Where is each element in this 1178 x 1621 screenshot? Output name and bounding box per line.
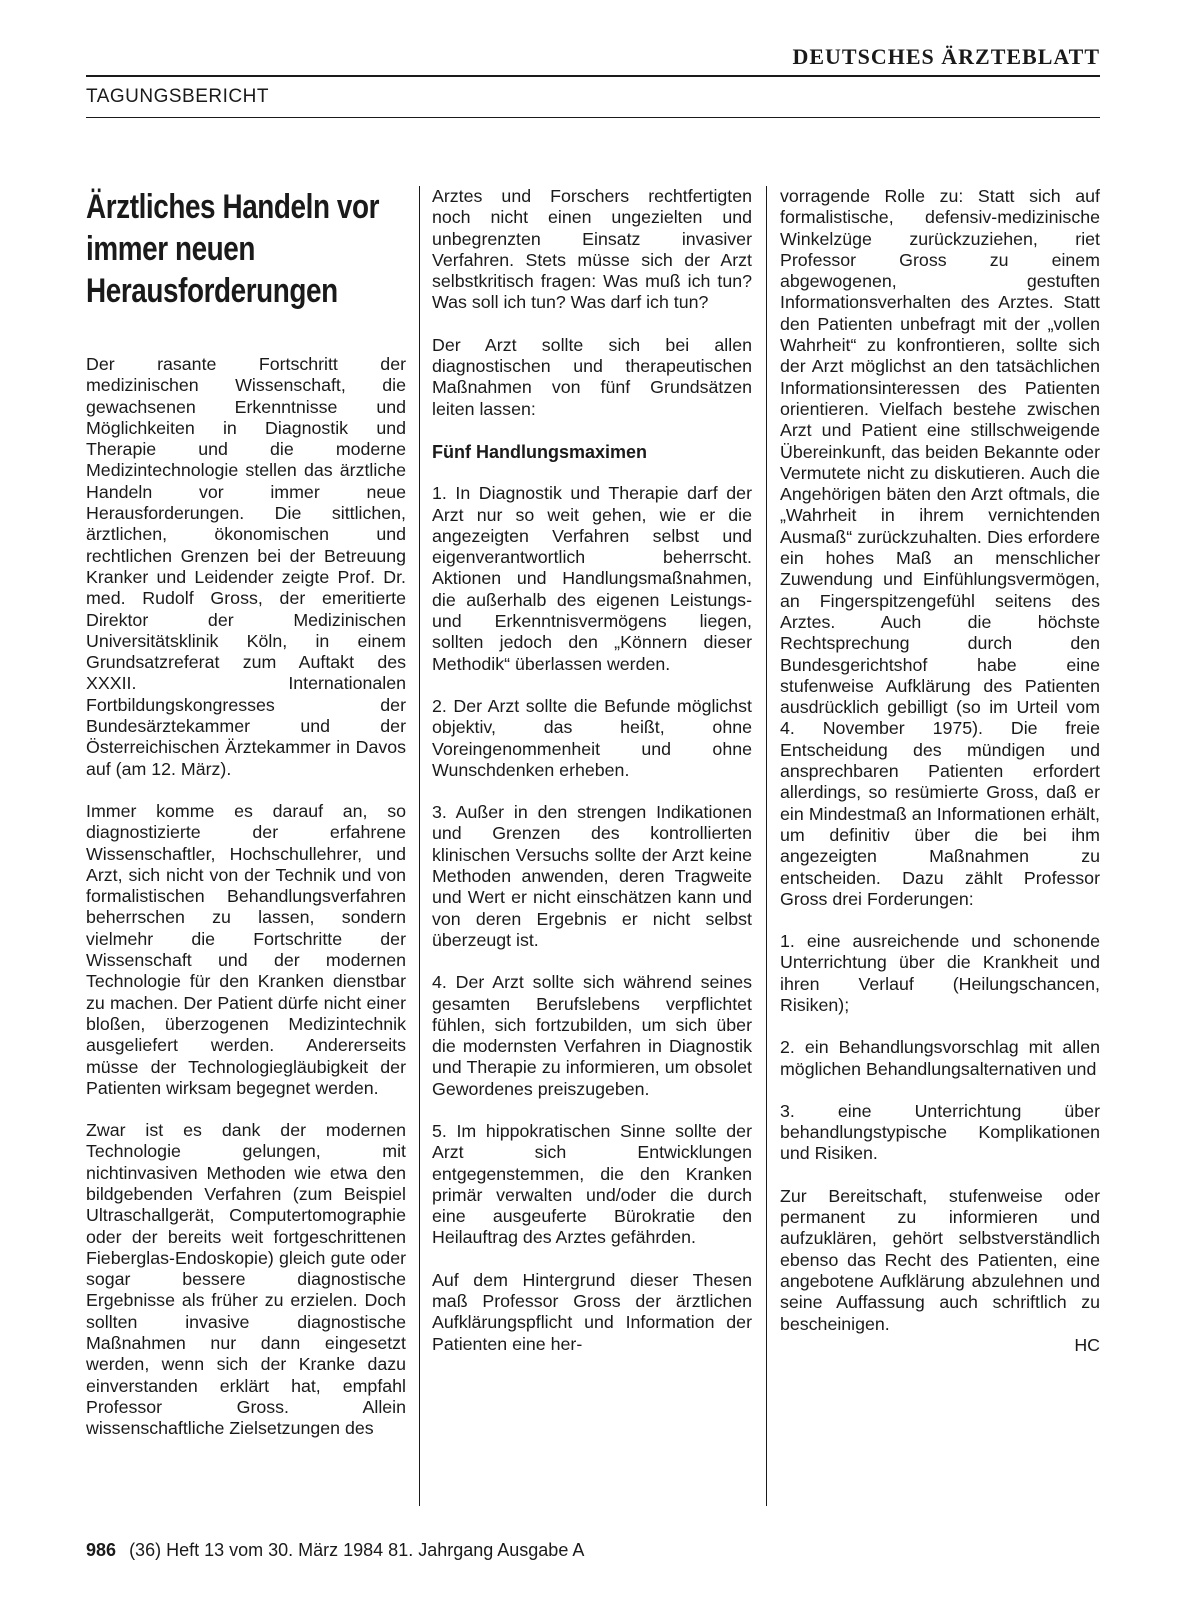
maxim-item: 5. Im hippokratischen Sinne sollte der Arzt sich Entwicklungen entgegenstemmen, die den Kranken primär verwalten und/oder die durch eine ausgeuferte Bürokratie den Heilauftrag des Arztes gefährden. <box>432 1120 752 1248</box>
paragraph: Zwar ist es dank der modernen Technologie gelungen, mit nichtinvasiven Methoden wie etwa den bildgebenden Verfahren (zum Beispiel Ultraschallgerät, Computertomographie oder der bereits weit fortgeschrittenen Fieberglas-Endoskopie) gleich gute oder sogar bessere diagnostische Ergebnisse als früher zu erzielen. Doch sollten invasive diagnostische Maßnahmen nur dann eingesetzt werden, wenn sich der Kranke dazu einverstanden erklärt hat, empfahl Professor Gross. Allein wissenschaftliche Zielsetzungen des <box>86 1120 406 1439</box>
masthead-rule <box>86 75 1100 77</box>
maxim-item: 1. In Diagnostik und Therapie darf der Arzt nur so weit gehen, wie er die angezeigten Verfahren selbst und eigenverantwortlich beherrscht. Aktionen und Handlungsmaßnahmen, die außerhalb des eigenen Leistungs- und Erkenntnisvermögens liegen, sollten jedoch den „Könnern dieser Methodik“ überlassen werden. <box>432 483 752 674</box>
paragraph: Arztes und Forschers rechtfertigten noch nicht einen ungezielten und unbegrenzten Einsatz invasiver Verfahren. Stets müsse sich der Arzt selbstkritisch fragen: Was muß ich tun? Was soll ich tun? Was darf ich tun? <box>432 186 752 313</box>
column-3 <box>780 186 1100 1356</box>
paragraph: Der rasante Fortschritt der medizinischen Wissenschaft, die gewachsenen Erkenntnisse und Möglichkeiten in Diagnostik und Therapie und die moderne Medizintechnologie stellen das ärztliche Handeln vor immer neue Herausforderungen. Die sittlichen, ärztlichen, ökonomischen und rechtlichen Grenzen bei der Betreuung Kranker und Leidender zeigte Prof. Dr. med. Rudolf Gross, der emeritierte Direktor der Medizinischen Universitätsklinik Köln, in einem Grundsatzreferat zum Auftakt des XXXII. Internationalen Fortbildungskongresses der Bundesärztekammer und der Österreichischen Ärztekammer in Davos auf (am 12. März). <box>86 354 406 779</box>
requirement-item: 3. eine Unterrichtung über behandlungstypische Komplikationen und Risiken. <box>780 1100 1100 1164</box>
column-2 <box>432 186 752 1376</box>
maxim-item: 2. Der Arzt sollte die Befunde möglichst objektiv, das heißt, ohne Voreingenommenheit und ohne Wunschdenken erheben. <box>432 695 752 780</box>
section-rule <box>86 117 1100 118</box>
page-footer <box>86 1540 584 1561</box>
masthead: DEUTSCHES ÄRZTEBLATT <box>792 44 1100 69</box>
author-signature: HC <box>1074 1334 1100 1355</box>
paragraph: vorragende Rolle zu: Statt sich auf formalistische, defensiv-medizinische Winkelzüge zurückzuziehen, riet Professor Gross zu einem abgewogenen, gestuften Informationsverhalten des Arztes. Statt den Patienten unbefragt mit der „vollen Wahrheit“ zu konfrontieren, sollte sich der Arzt möglichst an den tatsächlichen Informationsinteressen des Patienten orientieren. Vielfach bestehe zwischen Arzt und Patient eine stillschweigende Übereinkunft, das beiden Bekannte oder Vermutete nicht zu diskutieren. Auch die Angehörigen bäten den Arzt oftmals, die „Wahrheit in ihrem vernichtenden Ausmaß“ zurückzuhalten. Dies erfordere ein hohes Maß an menschlicher Zuwendung und Einfühlungsvermögen, an Fingerspitzengefühl seitens des Arztes. Auch die höchste Rechtsprechung durch den Bundesgerichtshof habe eine stufenweise Aufklärung des Patienten ausdrücklich gebilligt (so im Urteil vom 4. November 1975). Die freie Entscheidung des mündigen und ansprechbaren Patienten erfordert allerdings, so resümierte Gross, daß er ein Mindestmaß an Informationen erhält, um definitiv über die bei ihm angezeigten Maßnahmen zu entscheiden. Dazu zählt Professor Gross drei Forderungen: <box>780 186 1100 909</box>
maxim-item: 4. Der Arzt sollte sich während seines gesamten Berufslebens verpflichtet fühlen, sich fortzubilden, um sich über die modernsten Verfahren in Diagnostik und Therapie zu informieren, um obsolet Gewordenes preiszugeben. <box>432 972 752 1099</box>
page-number: 986 <box>86 1540 117 1560</box>
subheading: Fünf Handlungsmaximen <box>432 441 648 462</box>
paragraph: Zur Bereitschaft, stufenweise oder permanent zu informieren und aufzuklären, gehört selbstverständlich ebenso das Recht des Patienten, eine angebotene Aufklärung abzulehnen und seine Auffassung auch schriftlich zu bescheinigen. <box>780 1185 1100 1334</box>
requirement-item: 1. eine ausreichende und schonende Unterrichtung über die Krankheit und ihren Verlauf (Heilungschancen, Risiken); <box>780 931 1100 1015</box>
article-title: Ärztliches Handeln vor immer neuen Herausforderungen <box>86 188 380 310</box>
signature-line <box>780 1335 1100 1356</box>
paragraph: Auf dem Hintergrund dieser Thesen maß Professor Gross der ärztlichen Aufklärungspflicht und Information der Patienten eine her- <box>432 1269 752 1354</box>
section-label: TAGUNGSBERICHT <box>86 86 269 107</box>
requirement-item: 2. ein Behandlungsvorschlag mit allen möglichen Behandlungsalternativen und <box>780 1037 1100 1079</box>
column-divider <box>766 186 767 1506</box>
maxim-item: 3. Außer in den strengen Indikationen und Grenzen des kontrollierten klinischen Versuchs sollte der Arzt keine Methoden anwenden, deren Tragweite und Wert er nicht einschätzen kann und von deren Ergebnis er nicht selbst überzeugt ist. <box>432 802 752 950</box>
column-1 <box>86 186 406 1461</box>
column-divider <box>419 186 420 1506</box>
paragraph: Der Arzt sollte sich bei allen diagnostischen und therapeutischen Maßnahmen von fünf Grundsätzen leiten lassen: <box>432 334 752 419</box>
issue-info: (36) Heft 13 vom 30. März 1984 81. Jahrgang Ausgabe A <box>129 1540 585 1560</box>
paragraph: Immer komme es darauf an, so diagnostizierte der erfahrene Wissenschaftler, Hochschullehrer, und Arzt, sich nicht von der Technik und von formalistischen Behandlungsverfahren beherrschen zu lassen, sondern vielmehr die Fortschritte der Wissenschaft und der modernen Technologie für den Kranken dienstbar zu machen. Der Patient dürfe nicht einer bloßen, überzogenen Medizintechnik ausgeliefert werden. Andererseits müsse der Technologiegläubigkeit der Patienten wirksam begegnet werden. <box>86 800 406 1098</box>
